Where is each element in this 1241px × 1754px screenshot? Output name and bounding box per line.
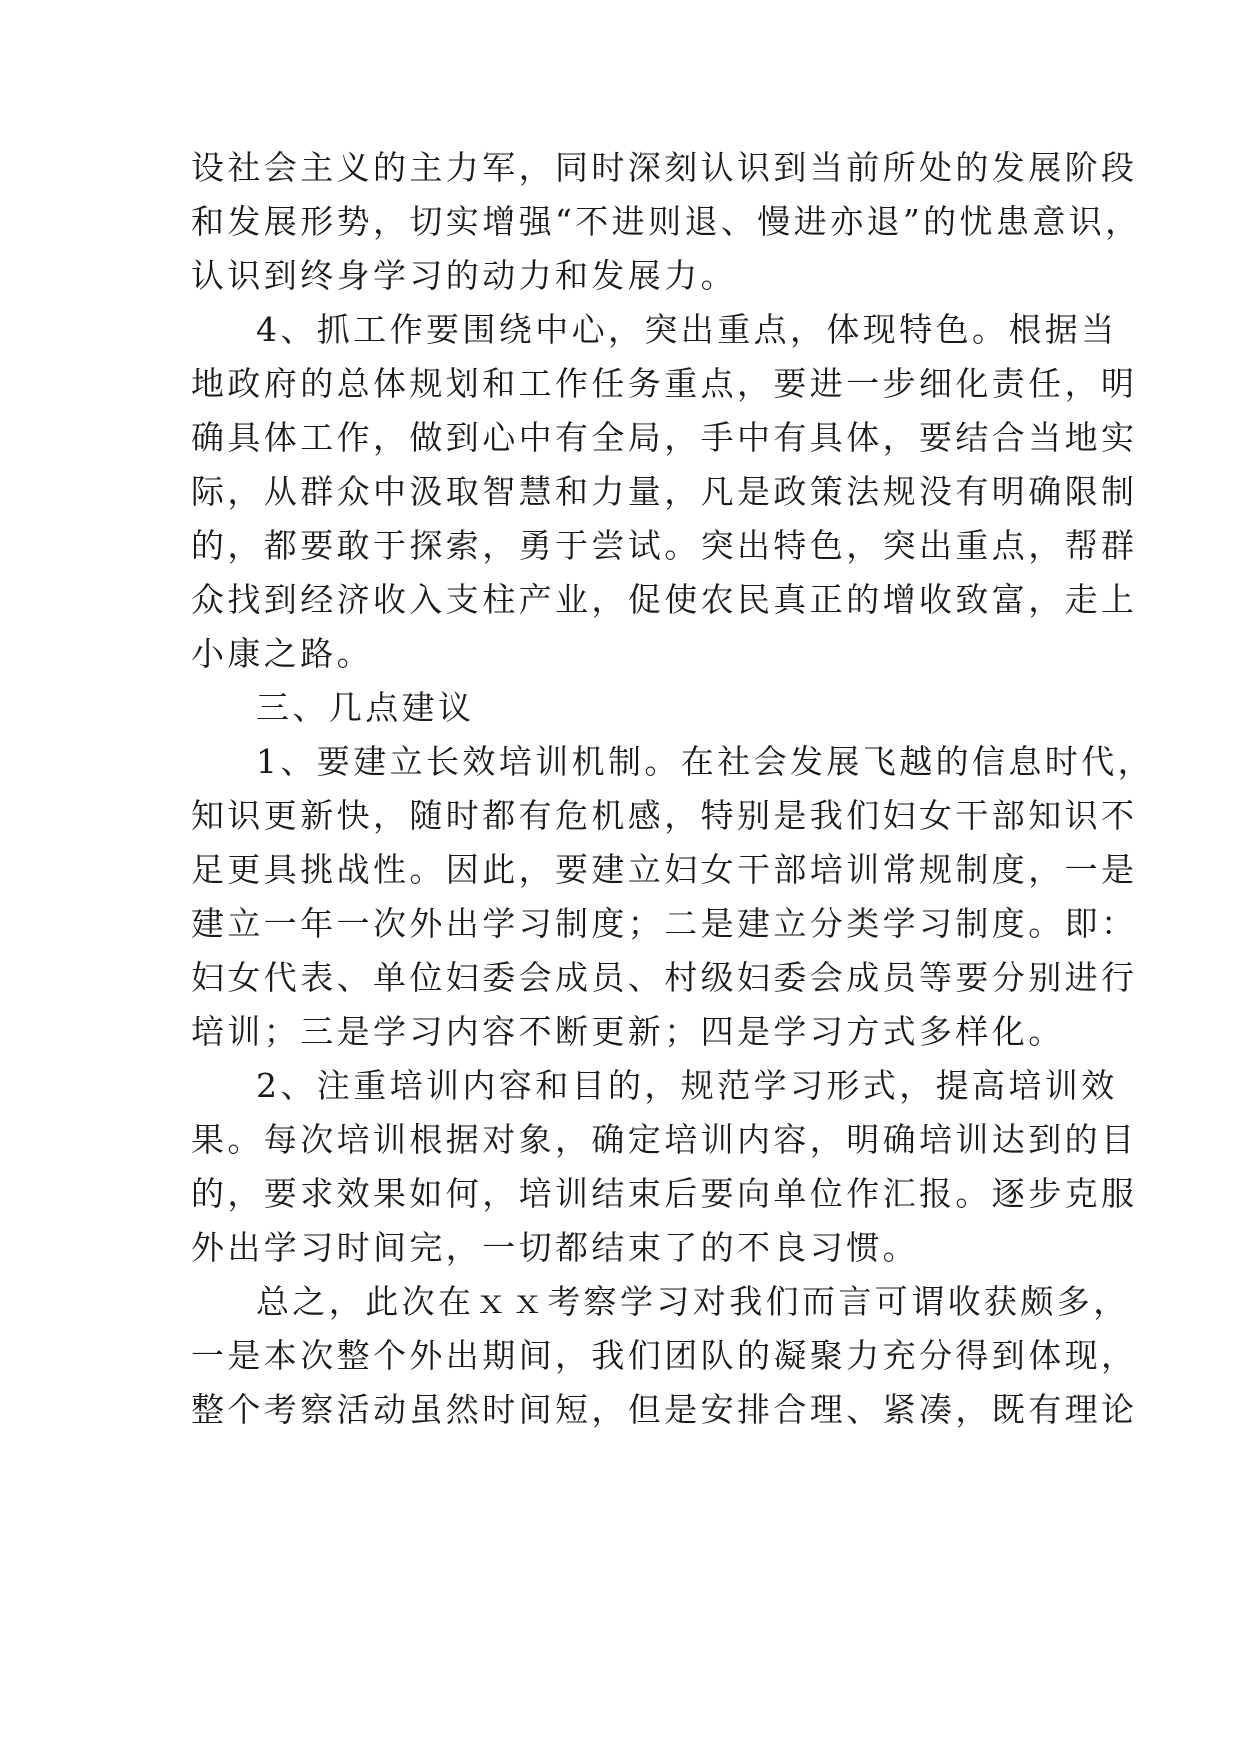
text-line: 确具体工作，做到心中有全局，手中有具体，要结合当地实	[191, 418, 1138, 457]
text-line: 知识更新快，随时都有危机感，特别是我们妇女干部知识不	[191, 796, 1138, 835]
text-line: 足更具挑战性。因此，要建立妇女干部培训常规制度，一是	[191, 850, 1138, 889]
text-line: 建立一年一次外出学习制度；二是建立分类学习制度。即：	[191, 904, 1138, 943]
text-line: 众找到经济收入支柱产业，促使农民真正的增收致富，走上	[191, 580, 1138, 619]
text-line: 设社会主义的主力军，同时深刻认识到当前所处的发展阶段	[191, 148, 1138, 187]
paragraph-start-line: 总之，此次在ｘｘ考察学习对我们而言可谓收获颇多，	[256, 1282, 1130, 1321]
text-line: 地政府的总体规划和工作任务重点，要进一步细化责任，明	[191, 364, 1138, 403]
text-line: 际，从群众中汲取智慧和力量，凡是政策法规没有明确限制	[191, 472, 1138, 511]
text-line: 认识到终身学习的动力和发展力。	[191, 256, 737, 295]
paragraph-start-line: 4、抓工作要围绕中心，突出重点，体现特色。根据当	[256, 310, 1118, 349]
paragraph-start-line: 1、要建立长效培训机制。在社会发展飞越的信息时代，	[256, 742, 1154, 781]
text-line: 培训；三是学习内容不断更新；四是学习方式多样化。	[191, 1012, 1065, 1051]
text-line: 外出学习时间完，一切都结束了的不良习惯。	[191, 1228, 919, 1267]
text-line: 整个考察活动虽然时间短，但是安排合理、紧凑，既有理论	[191, 1390, 1138, 1429]
text-line: 一是本次整个外出期间，我们团队的凝聚力充分得到体现，	[191, 1336, 1138, 1375]
text-line: 妇女代表、单位妇委会成员、村级妇委会成员等要分别进行	[191, 958, 1138, 997]
text-line: 的，要求效果如何，培训结束后要向单位作汇报。逐步克服	[191, 1174, 1138, 1213]
section-heading: 三、几点建议	[256, 688, 475, 727]
text-line: 果。每次培训根据对象，确定培训内容，明确培训达到的目	[191, 1120, 1138, 1159]
text-line: 小康之路。	[191, 634, 373, 673]
paragraph-start-line: 2、注重培训内容和目的，规范学习形式，提高培训效	[256, 1066, 1118, 1105]
text-line: 和发展形势，切实增强“不进则退、慢进亦退”的忧患意识，	[191, 202, 1142, 241]
text-line: 的，都要敢于探索，勇于尝试。突出特色，突出重点，帮群	[191, 526, 1138, 565]
